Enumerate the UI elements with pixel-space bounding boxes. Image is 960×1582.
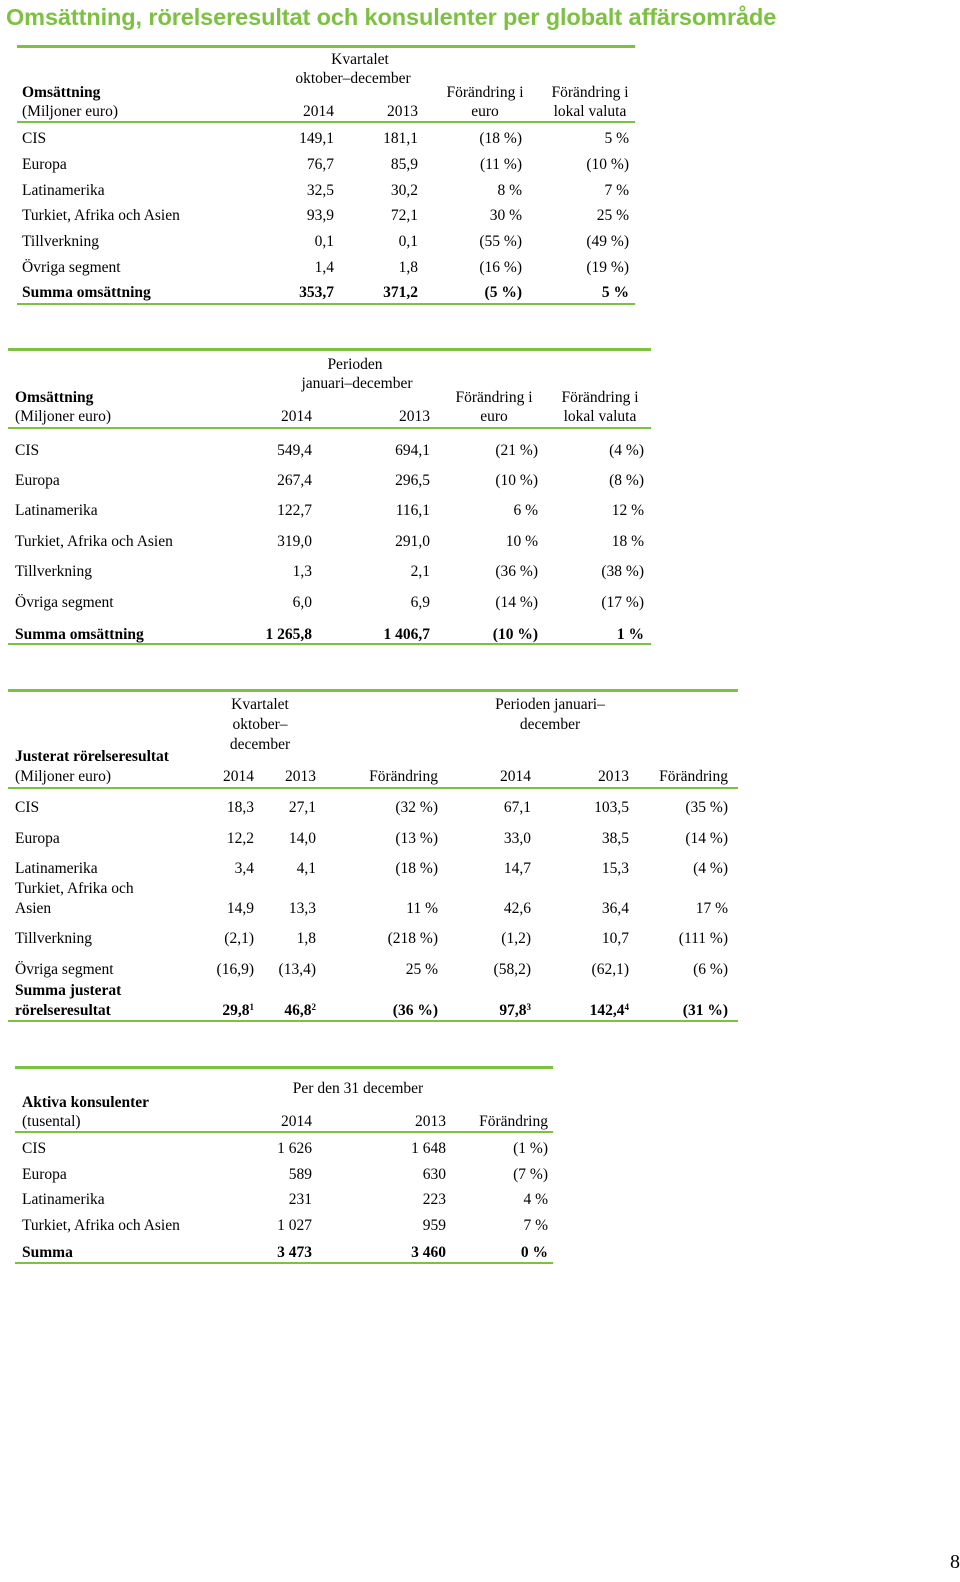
row-label: Turkiet, Afrika och	[15, 880, 134, 897]
cell-number: (218 %)	[387, 930, 438, 947]
column-header: euro	[480, 408, 508, 425]
cell-value: 959	[422, 1217, 446, 1234]
cell-value: 3 473	[277, 1244, 312, 1261]
cell-number: 14,7	[503, 860, 531, 877]
cell-number: 67,1	[503, 799, 531, 816]
cell-value	[620, 830, 728, 848]
cell-value: 93,9	[306, 207, 334, 224]
cell-number: 42,6	[503, 900, 531, 917]
cell-number: 4,1	[296, 860, 316, 877]
cell-value	[467, 961, 531, 979]
column-header: lokal valuta	[553, 103, 627, 120]
cell-number: (111 %)	[678, 930, 728, 947]
cell-number: 3,4	[234, 860, 254, 877]
column-header: 2013	[399, 408, 430, 425]
row-label: Latinamerika	[15, 502, 98, 519]
row-label: Asien	[15, 900, 52, 917]
cell-value: (19 %)	[586, 259, 629, 276]
table-label: Justerat rörelseresultat	[15, 748, 169, 765]
cell-value: (1 %)	[513, 1140, 548, 1157]
cell-number: 15,3	[601, 860, 629, 877]
cell-value	[252, 930, 316, 948]
cell-value: 371,2	[383, 284, 418, 301]
cell-value	[252, 799, 316, 817]
cell-value: 1 027	[277, 1217, 312, 1234]
cell-value	[190, 961, 254, 979]
cell-value	[330, 900, 438, 918]
cell-value: (55 %)	[479, 233, 522, 250]
cell-value	[620, 900, 728, 918]
cell-value: 122,7	[277, 502, 312, 519]
footnote-marker: 3	[526, 1002, 531, 1012]
cell-value	[467, 830, 531, 848]
cell-number: 1,8	[296, 930, 316, 947]
column-header: 2014	[303, 103, 334, 120]
row-label: Övriga segment	[15, 961, 114, 978]
cell-value	[620, 1002, 728, 1020]
cell-value: (17 %)	[601, 594, 644, 611]
cell-value: 630	[422, 1166, 446, 1183]
period-label: januari–december	[301, 375, 413, 392]
page-title: Omsättning, rörelseresultat och konsulenter per globalt affärsområde	[6, 4, 777, 30]
cell-value: 6,0	[292, 594, 312, 611]
column-header: 2014	[500, 768, 531, 785]
row-label: Europa	[22, 1166, 67, 1183]
table-unit: (Miljoner euro)	[15, 408, 111, 425]
cell-value: 694,1	[395, 442, 430, 459]
cell-value	[330, 860, 438, 878]
cell-value: 8 %	[497, 182, 522, 199]
column-header: Förändring	[479, 1113, 548, 1130]
cell-value: (49 %)	[586, 233, 629, 250]
table-top-rule	[8, 348, 651, 351]
period-label: Perioden	[327, 356, 383, 373]
table-top-rule	[8, 689, 738, 692]
cell-value: 0 %	[520, 1244, 548, 1261]
cell-number: 14,0	[288, 830, 316, 847]
cell-value	[249, 1002, 316, 1020]
header-rule	[15, 1131, 553, 1133]
cell-value: (4 %)	[609, 442, 644, 459]
column-header: Förändring i	[455, 389, 533, 406]
table-bottom-rule	[15, 1262, 553, 1264]
row-label: Tillverkning	[15, 563, 92, 580]
header-rule	[17, 121, 635, 123]
cell-value: 5 %	[604, 130, 629, 147]
footnote-marker: 4	[624, 1002, 629, 1012]
cell-value	[252, 900, 316, 918]
row-label: rörelseresultat	[15, 1002, 111, 1019]
cell-value: 72,1	[390, 207, 418, 224]
cell-value: 1 406,7	[383, 626, 430, 643]
cell-value: 231	[288, 1191, 312, 1208]
period-label: december	[519, 716, 581, 733]
page-number: 8	[950, 1551, 960, 1573]
cell-number: 103,5	[594, 799, 629, 816]
column-header: Förändring	[659, 768, 728, 785]
cell-value	[190, 1002, 254, 1020]
table-label: Aktiva konsulenter	[22, 1094, 150, 1111]
cell-value: 12 %	[611, 502, 644, 519]
cell-number: 38,5	[601, 830, 629, 847]
cell-value: 0,1	[314, 233, 334, 250]
row-label: Summa	[22, 1244, 73, 1261]
table-top-rule	[17, 45, 635, 48]
cell-number: (36 %)	[392, 1002, 438, 1019]
cell-value	[252, 860, 316, 878]
table-bottom-rule	[8, 643, 651, 645]
cell-number: 142,4	[589, 1002, 625, 1019]
row-label: Europa	[15, 830, 60, 847]
row-label: Turkiet, Afrika och Asien	[22, 1217, 180, 1234]
table-unit: (Miljoner euro)	[15, 768, 111, 785]
row-label: CIS	[15, 442, 40, 459]
cell-number: (32 %)	[395, 799, 438, 816]
cell-value	[252, 961, 316, 979]
cell-value: 18 %	[611, 533, 644, 550]
cell-value	[620, 799, 728, 817]
cell-number: 18,3	[226, 799, 254, 816]
cell-number: 11 %	[406, 900, 438, 917]
cell-value: 589	[288, 1166, 312, 1183]
cell-value	[467, 860, 531, 878]
cell-value: 319,0	[277, 533, 312, 550]
cell-value: (21 %)	[495, 442, 538, 459]
cell-value	[190, 799, 254, 817]
header-rule	[8, 787, 738, 789]
cell-number: (16,9)	[216, 961, 254, 978]
cell-value: 30,2	[390, 182, 418, 199]
cell-value: 291,0	[395, 533, 430, 550]
row-label: Tillverkning	[22, 233, 99, 250]
cell-value: (36 %)	[495, 563, 538, 580]
cell-number: (13 %)	[395, 830, 438, 847]
cell-value	[620, 930, 728, 948]
cell-value: 2,1	[410, 563, 430, 580]
cell-value: 1 %	[616, 626, 644, 643]
cell-value: (14 %)	[495, 594, 538, 611]
row-label: Latinamerika	[22, 1191, 105, 1208]
cell-value: 76,7	[306, 156, 334, 173]
cell-value: 10 %	[505, 533, 538, 550]
period-label: december	[229, 736, 291, 753]
cell-value: 5 %	[601, 284, 629, 301]
table-bottom-rule	[8, 1020, 738, 1022]
cell-value	[330, 1002, 438, 1020]
cell-number: (13,4)	[278, 961, 316, 978]
cell-number: (2,1)	[224, 930, 254, 947]
row-label: Summa omsättning	[22, 284, 151, 301]
cell-value	[190, 830, 254, 848]
column-header: 2014	[281, 1113, 312, 1130]
cell-value: (38 %)	[601, 563, 644, 580]
cell-number: 14,9	[226, 900, 254, 917]
cell-value	[330, 799, 438, 817]
cell-number: (58,2)	[493, 961, 531, 978]
cell-value: 6,9	[410, 594, 430, 611]
cell-value: (8 %)	[609, 472, 644, 489]
cell-number: (18 %)	[395, 860, 438, 877]
period-label: Kvartalet	[331, 51, 389, 68]
column-header: Förändring i	[551, 84, 629, 101]
cell-value: (10 %)	[586, 156, 629, 173]
cell-value: 267,4	[277, 472, 312, 489]
table-unit: (tusental)	[22, 1113, 81, 1130]
cell-value: (5 %)	[484, 284, 522, 301]
cell-number: 10,7	[601, 930, 629, 947]
cell-value	[330, 930, 438, 948]
row-label: Turkiet, Afrika och Asien	[15, 533, 173, 550]
column-header: 2014	[223, 768, 254, 785]
cell-value: 6 %	[513, 502, 538, 519]
cell-value	[620, 860, 728, 878]
cell-value: (16 %)	[479, 259, 522, 276]
column-header: 2013	[285, 768, 316, 785]
cell-number: (4 %)	[693, 860, 728, 877]
cell-value: 4 %	[523, 1191, 548, 1208]
cell-number: 12,2	[226, 830, 254, 847]
cell-number: (31 %)	[682, 1002, 728, 1019]
column-header: Förändring i	[446, 84, 524, 101]
cell-value	[252, 830, 316, 848]
row-label: CIS	[22, 130, 47, 147]
cell-value: 85,9	[390, 156, 418, 173]
row-label: Latinamerika	[15, 860, 98, 877]
period-label: Per den 31 december	[292, 1080, 424, 1097]
footnote-marker: 1	[249, 1002, 254, 1012]
cell-number: 33,0	[503, 830, 531, 847]
footnote-marker: 2	[311, 1002, 316, 1012]
cell-value	[467, 799, 531, 817]
cell-number: 27,1	[288, 799, 316, 816]
period-label: Perioden januari–	[495, 696, 605, 713]
cell-number: 36,4	[601, 900, 629, 917]
cell-value: (10 %)	[495, 472, 538, 489]
cell-value: 3 460	[411, 1244, 446, 1261]
cell-number: (1,2)	[501, 930, 531, 947]
cell-value: (10 %)	[492, 626, 538, 643]
cell-value	[467, 930, 531, 948]
period-label: oktober–	[232, 716, 288, 733]
table-unit: (Miljoner euro)	[22, 103, 118, 120]
cell-value: 25 %	[596, 207, 629, 224]
table-label: Omsättning	[15, 389, 94, 406]
cell-value: 1,3	[292, 563, 312, 580]
cell-value: (7 %)	[513, 1166, 548, 1183]
cell-value: 1 626	[277, 1140, 312, 1157]
column-header: lokal valuta	[563, 408, 637, 425]
row-label: Turkiet, Afrika och Asien	[22, 207, 180, 224]
cell-value: 1 265,8	[265, 626, 312, 643]
cell-value: 32,5	[306, 182, 334, 199]
cell-number: 13,3	[288, 900, 316, 917]
cell-number: (62,1)	[591, 961, 629, 978]
cell-value: 1 648	[411, 1140, 446, 1157]
table-top-rule	[15, 1066, 553, 1069]
cell-value	[190, 860, 254, 878]
cell-value	[190, 930, 254, 948]
cell-number: 46,8	[284, 1002, 312, 1019]
cell-value: 116,1	[395, 502, 430, 519]
cell-number: (6 %)	[693, 961, 728, 978]
column-header: Förändring i	[561, 389, 639, 406]
cell-value	[467, 900, 531, 918]
cell-number: 25 %	[405, 961, 438, 978]
cell-value: 0,1	[398, 233, 418, 250]
row-label: Latinamerika	[22, 182, 105, 199]
column-header: euro	[471, 103, 499, 120]
cell-value: 7 %	[523, 1217, 548, 1234]
cell-value	[330, 961, 438, 979]
cell-number: (14 %)	[685, 830, 728, 847]
column-header: 2013	[387, 103, 418, 120]
row-label: CIS	[22, 1140, 47, 1157]
cell-value: 353,7	[299, 284, 334, 301]
cell-number: 29,8	[222, 1002, 250, 1019]
row-label: Europa	[22, 156, 67, 173]
cell-value: 30 %	[489, 207, 522, 224]
cell-value: 149,1	[299, 130, 334, 147]
table-bottom-rule	[17, 303, 635, 305]
row-label: Summa justerat	[15, 982, 122, 999]
cell-number: 17 %	[695, 900, 728, 917]
column-header: 2014	[281, 408, 312, 425]
cell-value: 1,4	[314, 259, 334, 276]
column-header: Förändring	[369, 768, 438, 785]
cell-value: 7 %	[604, 182, 629, 199]
cell-number: 97,8	[499, 1002, 527, 1019]
row-label: Övriga segment	[15, 594, 114, 611]
cell-value: 549,4	[277, 442, 312, 459]
period-label: oktober–december	[295, 70, 411, 87]
cell-value: (18 %)	[479, 130, 522, 147]
row-label: Summa omsättning	[15, 626, 144, 643]
header-rule	[8, 427, 651, 429]
row-label: CIS	[15, 799, 40, 816]
table-label: Omsättning	[22, 84, 101, 101]
cell-value: 223	[422, 1191, 446, 1208]
cell-value	[330, 830, 438, 848]
cell-value: (11 %)	[479, 156, 522, 173]
cell-value	[620, 961, 728, 979]
row-label: Övriga segment	[22, 259, 121, 276]
cell-value: 181,1	[383, 130, 418, 147]
cell-value: 1,8	[398, 259, 418, 276]
cell-value: 296,5	[395, 472, 430, 489]
cell-number: (35 %)	[685, 799, 728, 816]
row-label: Europa	[15, 472, 60, 489]
column-header: 2013	[598, 768, 629, 785]
cell-value	[190, 900, 254, 918]
row-label: Tillverkning	[15, 930, 92, 947]
cell-value	[467, 1002, 531, 1020]
column-header: 2013	[415, 1113, 446, 1130]
period-label: Kvartalet	[231, 696, 289, 713]
